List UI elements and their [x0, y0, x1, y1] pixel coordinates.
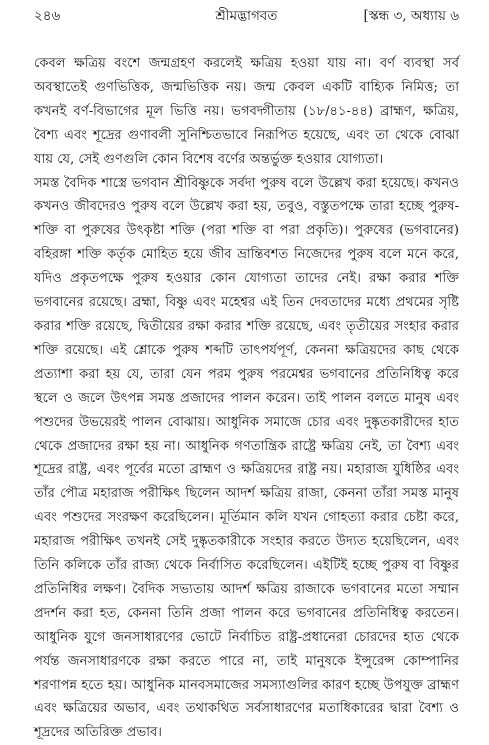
chapter-reference: [স্কন্ধ ৩, অধ্যায় ৬: [363, 8, 459, 24]
paragraph: কেবল ক্ষত্রিয় বংশে জন্মগ্রহণ করলেই ক্ষত্রিয় হওয়া যায় না। বর্ণ ব্যবস্থা সর্ব অবস্থাতেই গুণভিত্তিক, জন্মভিত্তিক নয়। জন্ম কেবল একটি বাহ্যিক নিমিত্ত; তা কখনই বর্ণ-বিভাগের মূল ভিত্তি নয়। ভগবদ্গীতায় (১৮/৪১-৪৪) ব্রাহ্মণ, ক্ষত্রিয়, বৈশ্য এবং শূদ্রের গুণাবলী সুনিশ্চিতভাবে নিরূপিত হয়েছে, এবং তা থেকে বোঝা যায় যে, সেই গুণগুলি কোন বিশেষ বর্ণের অন্তর্ভুক্ত হওয়ার যোগ্যতা।: [34, 56, 459, 167]
page-number: ২৪৬: [34, 8, 61, 24]
paragraph: সমস্ত বৈদিক শাস্ত্রে ভগবান শ্রীবিষ্ণুকে সর্বদা পুরুষ বলে উল্লেখ করা হয়েছে। কখনও কখনও জীবদেরও পুরুষ বলে উল্লেখ করা হয়, তবুও, বস্তুতপক্ষে তারা হচ্ছে পুরুষ-শক্তি বা পুরুষের উৎকৃষ্টা শক্তি (পরা শক্তি বা পরা প্রকৃতি)। পুরুষের (ভগবানের) বহিরঙ্গা শক্তি কর্তৃক মোহিত হয়ে জীব ভ্রান্তিবশত নিজেদের পুরুষ বলে মনে করে, যদিও প্রকৃতপক্ষে পুরুষ হওয়ার কোন যোগ্যতা তাদের নেই। রক্ষা করার শক্তি ভগবানের রয়েছে। ব্রহ্মা, বিষ্ণু এবং মহেশ্বর এই তিন দেবতাদের মধ্যে প্রথমের সৃষ্টি করার শক্তি রয়েছে, দ্বিতীয়ের রক্ষা করার শক্তি রয়েছে, এবং তৃতীয়ের সংহার করার শক্তি রয়েছে। এই শ্লোকে পুরুষ শব্দটি তাৎপর্যপূর্ণ, কেননা ক্ষত্রিয়দের কাছ থেকে প্রত্যাশা করা হয় যে, তারা যেন পরম পুরুষ পরমেশ্বর ভগবানের প্রতিনিধিত্ব করে স্থলে ও জলে উৎপন্ন সমস্ত প্রজাদের পালন করেন। তাই পালন বলতে মানুষ এবং পশুদের উভয়েরই পালন বোঝায়। আধুনিক সমাজে চোর এবং দুষ্কৃতকারীদের হাত থেকে প্রজাদের রক্ষা হয় না। আধুনিক গণতান্ত্রিক রাষ্ট্রে ক্ষত্রিয় নেই, তা বৈশ্য এবং শূদ্রের রাষ্ট্র, এবং পূর্বের মতো ব্রাহ্মণ ও ক্ষত্রিয়দের রাষ্ট্র নয়। মহারাজ যুধিষ্ঠির এবং তাঁর পৌত্র মহারাজ পরীক্ষিৎ ছিলেন আদর্শ ক্ষত্রিয় রাজা, কেননা তাঁরা সমস্ত মানুষ এবং পশুদের সংরক্ষণ করেছিলেন। মূর্তিমান কলি যখন গোহত্যা করার চেষ্টা করে, মহারাজ পরীক্ষিৎ তখনই সেই দুষ্কৃতকারীকে সংহার করতে উদ্যত হয়েছিলেন, এবং তিনি কলিকে তাঁর রাজ্য থেকে নির্বাসিত করেছিলেন। এইটিই হচ্ছে পুরুষ বা বিষ্ণুর প্রতিনিধির লক্ষণ। বৈদিক সভ্যতায় আদর্শ ক্ষত্রিয় রাজাকে ভগবানের মতো সম্মান প্রদর্শন করা হত, কেননা তিনি প্রজা পালন করে ভগবানের প্রতিনিধিত্ব করতেন। আধুনিক যুগে জনসাধারণের ভোটে নির্বাচিত রাষ্ট্র-প্রধানেরা চোরদের হাত থেকে পর্যন্ত জনসাধারণকে রক্ষা করতে পারে না, তাই মানুষকে ইন্সুরেন্স কোম্পানির শরণাপন্ন হতে হয়। আধুনিক মানবসমাজের সমস্যাগুলির কারণ হচ্ছে উপযুক্ত ব্রাহ্মণ এবং ক্ষত্রিয়ের অভাব, এবং তথাকথিত সর্বসাধারণের মতাধিকারের দ্বারা বৈশ্য ও শূদ্রদের অতিরিক্ত প্রভাব।: [34, 175, 459, 741]
book-title: শ্রীমদ্ভাগবত: [215, 8, 278, 24]
body-text: [34, 52, 459, 745]
running-header: [34, 4, 459, 28]
